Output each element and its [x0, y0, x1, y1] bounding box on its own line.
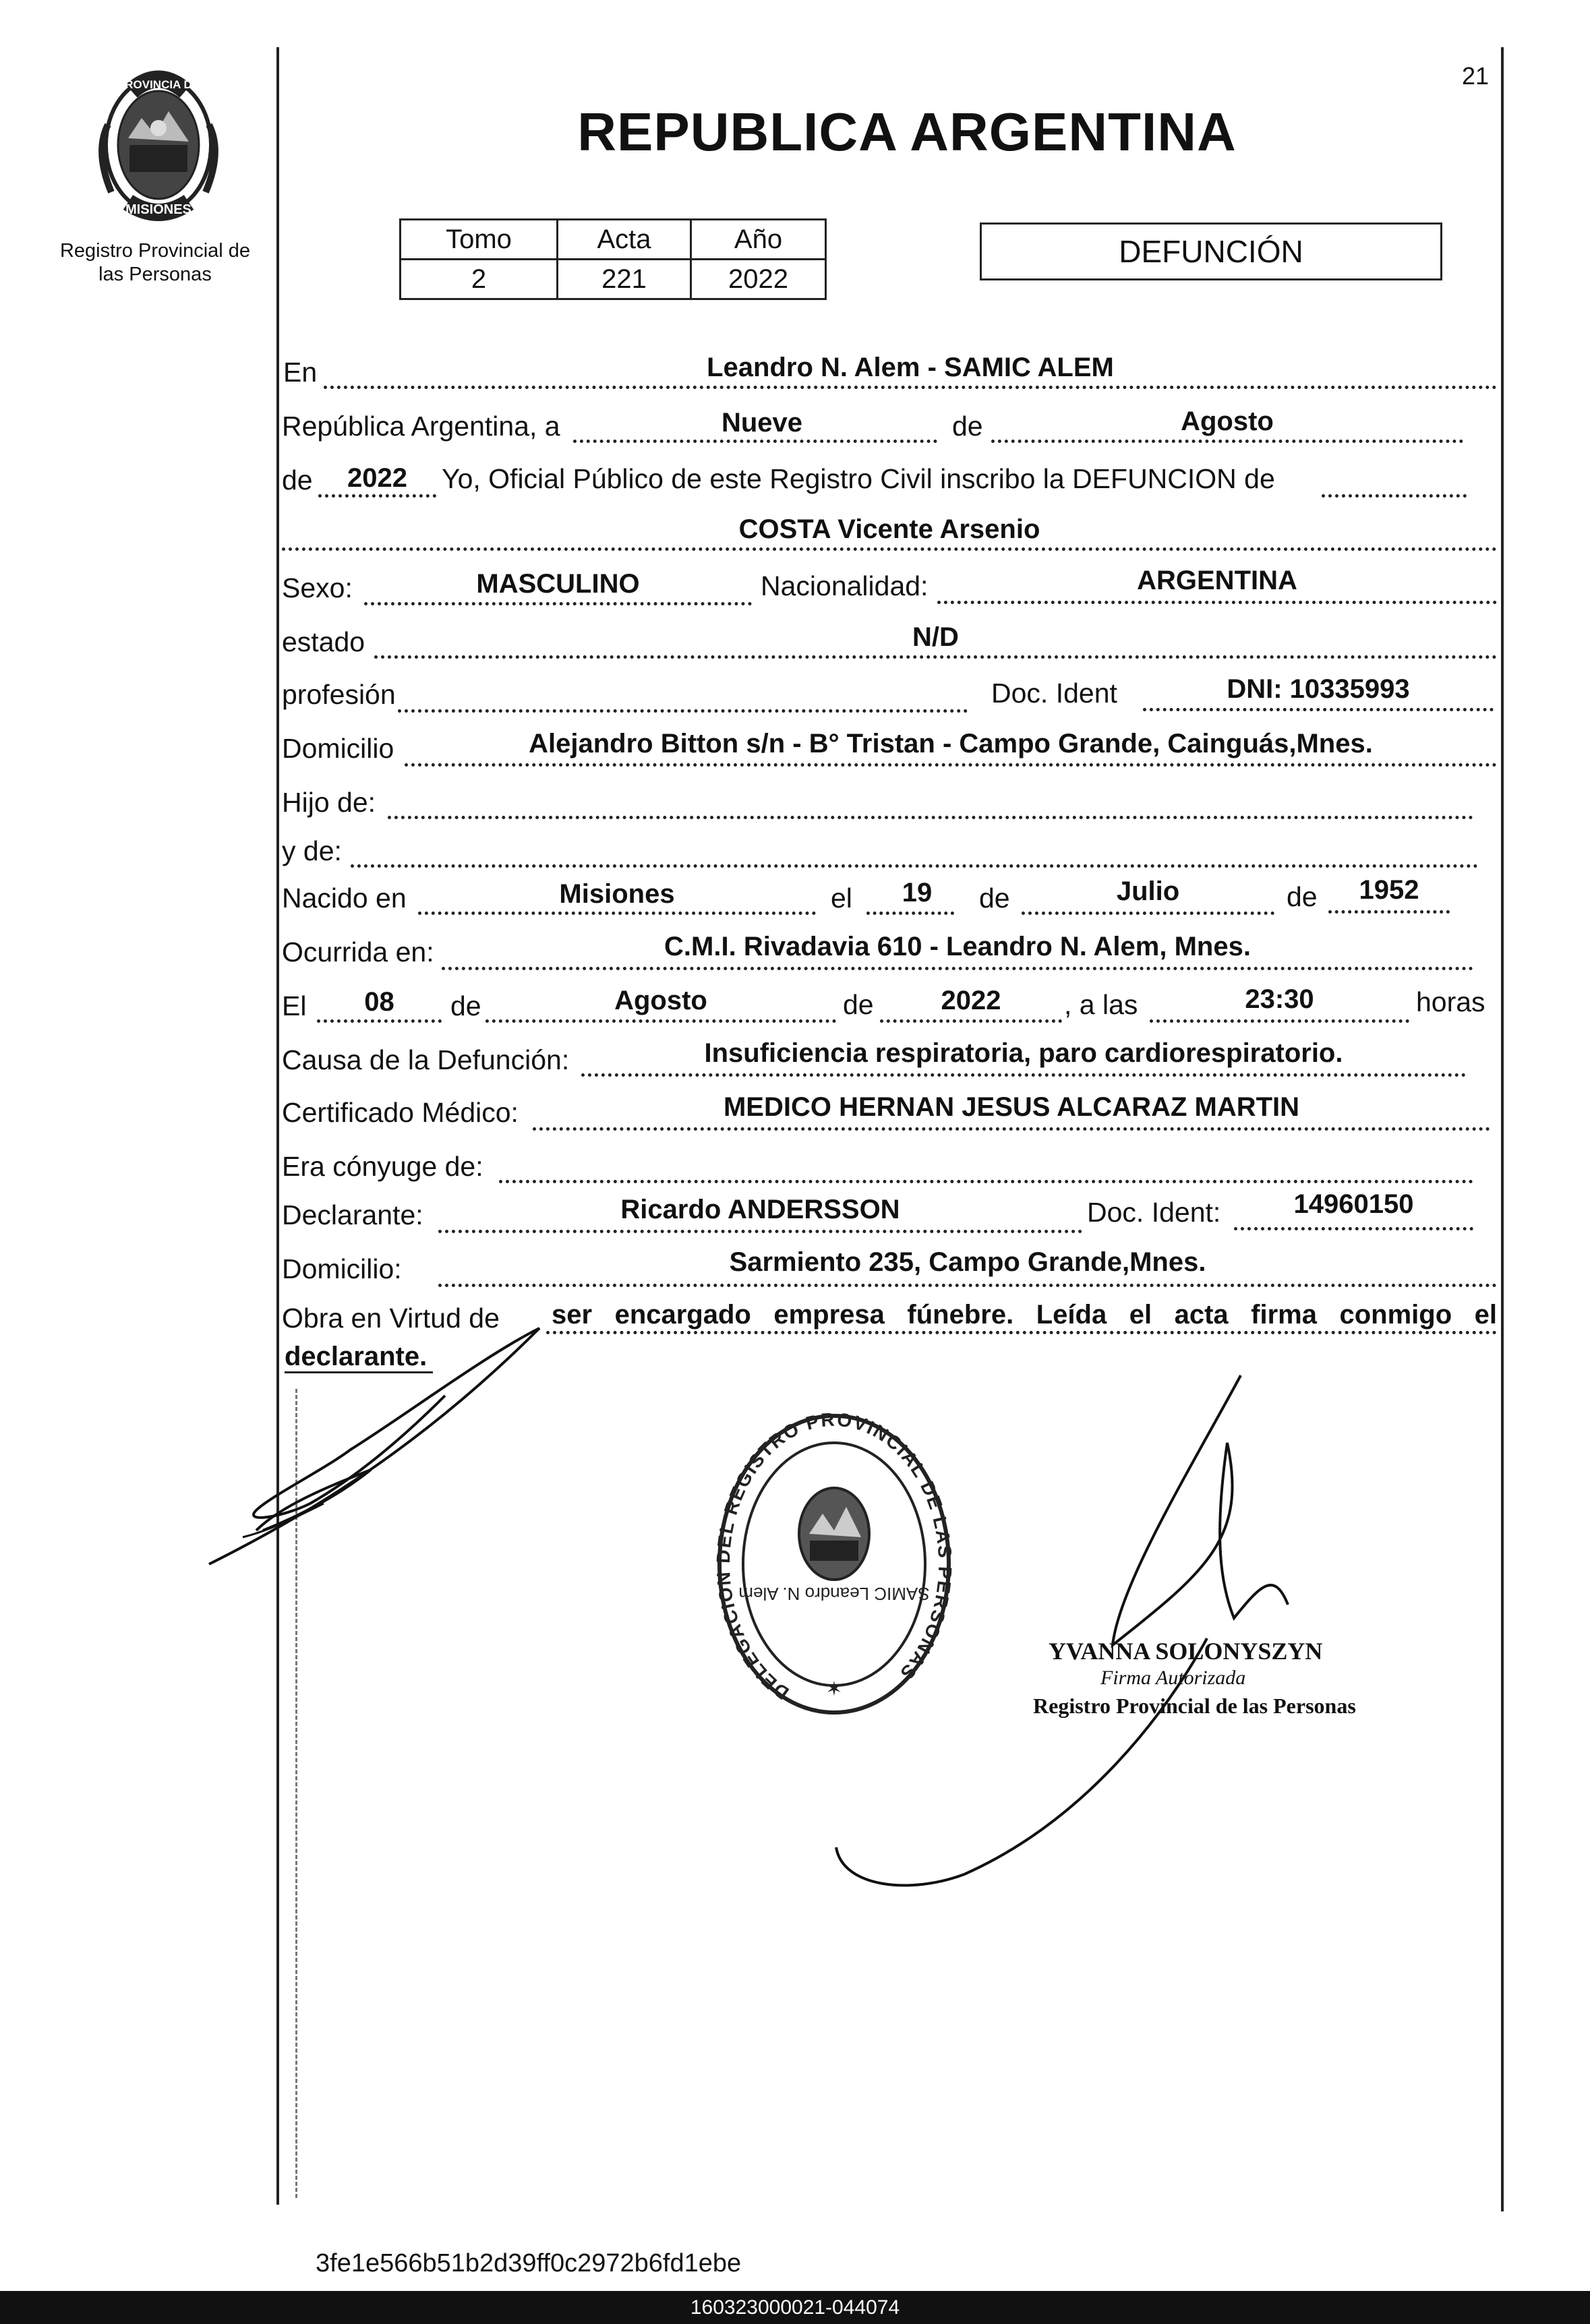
label-el: el	[831, 883, 852, 914]
page-number: 21	[1462, 62, 1490, 90]
label-de-4: de	[1287, 881, 1318, 912]
value-declarant-address: Sarmiento 235, Campo Grande,Mnes.	[729, 1247, 1206, 1277]
line-birth-month	[1022, 912, 1274, 915]
value-death-year: 2022	[941, 986, 1001, 1015]
label-causa: Causa de la Defunción:	[282, 1044, 570, 1075]
line-death-place	[442, 967, 1473, 970]
line-declarant	[438, 1230, 1082, 1233]
value-dni: DNI: 10335993	[1227, 674, 1410, 704]
label-horas: horas	[1416, 986, 1485, 1017]
value-birth-month: Julio	[1116, 876, 1180, 906]
line-yo-end	[1322, 494, 1467, 498]
header-acta: Acta	[558, 220, 691, 260]
value-tomo: 2	[401, 260, 558, 299]
logo-top-text: PROVINCIA DE	[117, 78, 200, 91]
value-marital-status: N/D	[912, 622, 959, 652]
value-birth-day: 19	[902, 878, 933, 907]
document-hash: 3fe1e566b51b2d39ff0c2972b6fd1ebe	[316, 2249, 742, 2277]
stamp-inner-text: SAMIC Leandro N. Alem	[738, 1584, 930, 1604]
value-month-text: Agosto	[1181, 407, 1274, 436]
value-sex: MASCULINO	[476, 569, 640, 599]
value-declarant-doc: 14960150	[1293, 1189, 1414, 1219]
value-deceased-name: COSTA Vicente Arsenio	[738, 514, 1040, 544]
line-hijo	[388, 816, 1473, 819]
authorized-signature	[829, 1362, 1369, 1901]
line-doctor	[533, 1127, 1490, 1131]
logo-bottom-text: MISIONES	[125, 202, 192, 217]
value-declarant: Ricardo ANDERSSON	[620, 1195, 900, 1224]
line-place	[324, 386, 1497, 389]
line-cause	[581, 1073, 1466, 1077]
value-year: 2022	[347, 463, 407, 493]
line-day	[573, 440, 937, 443]
footer-bar	[0, 2291, 1590, 2324]
value-ano: 2022	[691, 260, 826, 299]
label-domicilio-2: Domicilio:	[282, 1253, 402, 1284]
label-de-2: de	[282, 465, 313, 496]
line-y-de	[351, 864, 1478, 868]
value-death-place: C.M.I. Rivadavia 610 - Leandro N. Alem, Mnes.	[664, 932, 1251, 961]
value-death-time: 23:30	[1245, 984, 1314, 1014]
label-el-cap: El	[282, 990, 307, 1021]
document-type-box: DEFUNCIÓN	[980, 222, 1442, 280]
value-nationality: ARGENTINA	[1137, 566, 1297, 595]
signatory-name: YVANNA SOLONYSZYN	[1049, 1638, 1323, 1665]
value-birth-place: Misiones	[559, 879, 675, 909]
value-death-month: Agosto	[614, 986, 707, 1015]
left-margin-line	[276, 47, 279, 2205]
line-birth-day	[866, 912, 954, 915]
label-y-de: y de:	[282, 835, 342, 866]
line-month	[991, 440, 1463, 443]
value-obra-text: ser encargado empresa fúnebre. Leída el acta firma conmigo el	[552, 1300, 1497, 1330]
header-ano: Año	[691, 220, 826, 260]
signatory-office: Registro Provincial de las Personas	[1033, 1694, 1356, 1718]
line-sex	[364, 602, 752, 605]
line-obra	[546, 1331, 1497, 1334]
line-dni	[1143, 708, 1494, 711]
line-death-day	[317, 1019, 442, 1023]
label-de-6: de	[843, 989, 874, 1020]
label-doc-ident: Doc. Ident	[991, 678, 1117, 709]
registry-name-line2: las Personas	[98, 263, 212, 285]
value-birth-year: 1952	[1359, 875, 1419, 905]
label-nacido: Nacido en	[282, 883, 407, 914]
line-profesion	[398, 709, 968, 713]
stamp-star-icon: ✶	[825, 1677, 843, 1701]
label-republica: República Argentina, a	[282, 411, 560, 442]
label-declarante: Declarante:	[282, 1199, 423, 1230]
line-death-year	[880, 1019, 1062, 1023]
tomo-acta-ano-table	[399, 218, 827, 300]
line-birth-year	[1328, 910, 1450, 914]
signatory-role: Firma Autorizada	[1100, 1667, 1246, 1689]
stamp-outer-text: DELEGACION DEL REGISTRO PROVINCIAL DE LAS PERSONAS	[712, 1408, 956, 1704]
label-nacionalidad: Nacionalidad:	[761, 570, 929, 601]
line-year	[318, 494, 436, 498]
label-obra: Obra en Virtud de	[282, 1303, 500, 1334]
label-domicilio: Domicilio	[282, 733, 394, 764]
label-profesion: profesión	[282, 679, 396, 710]
label-de-3: de	[979, 883, 1010, 914]
label-sexo: Sexo:	[282, 572, 353, 603]
label-estado: estado	[282, 626, 365, 657]
label-en: En	[283, 357, 318, 388]
value-acta: 221	[558, 260, 691, 299]
line-death-month	[485, 1019, 836, 1023]
value-death-day: 08	[364, 987, 394, 1017]
value-place: Leandro N. Alem - SAMIC ALEM	[707, 353, 1114, 382]
declarant-signature	[202, 1315, 607, 1584]
line-declarant-address	[438, 1284, 1497, 1287]
line-conyuge	[499, 1180, 1473, 1183]
label-conyuge: Era cónyuge de:	[282, 1151, 483, 1182]
footer-code: 160323000021-044074	[690, 2296, 900, 2319]
line-birth-place	[418, 912, 816, 915]
value-obra-text-2: declarante.	[285, 1342, 428, 1371]
line-estado	[374, 655, 1497, 659]
value-day-text: Nueve	[721, 408, 803, 438]
line-death-time	[1150, 1019, 1409, 1023]
value-doctor: MEDICO HERNAN JESUS ALCARAZ MARTIN	[723, 1092, 1300, 1122]
registry-name	[27, 239, 283, 287]
line-nationality	[937, 601, 1497, 604]
label-de-5: de	[450, 990, 481, 1021]
value-address: Alejandro Bitton s/n - B° Tristan - Campo Grande, Cainguás,Mnes.	[529, 729, 1373, 758]
page-title: REPUBLICA ARGENTINA	[577, 102, 1237, 162]
label-a-las: , a las	[1064, 989, 1138, 1020]
line-deceased-name	[282, 547, 1497, 551]
label-yo: Yo, Oficial Público de este Registro Civil inscribo la DEFUNCION de	[442, 463, 1275, 494]
value-cause: Insuficiencia respiratoria, paro cardiorespiratorio.	[704, 1038, 1343, 1068]
header-tomo: Tomo	[401, 220, 558, 260]
label-de-1: de	[952, 411, 983, 442]
label-hijo: Hijo de:	[282, 787, 376, 818]
label-doc-ident-2: Doc. Ident:	[1087, 1197, 1221, 1228]
label-ocurrida: Ocurrida en:	[282, 936, 434, 967]
right-margin-line	[1501, 47, 1504, 2211]
line-domicilio	[405, 763, 1497, 767]
label-certificado: Certificado Médico:	[282, 1097, 519, 1128]
line-declarant-doc	[1234, 1227, 1473, 1230]
registry-name-line1: Registro Provincial de	[59, 240, 251, 262]
